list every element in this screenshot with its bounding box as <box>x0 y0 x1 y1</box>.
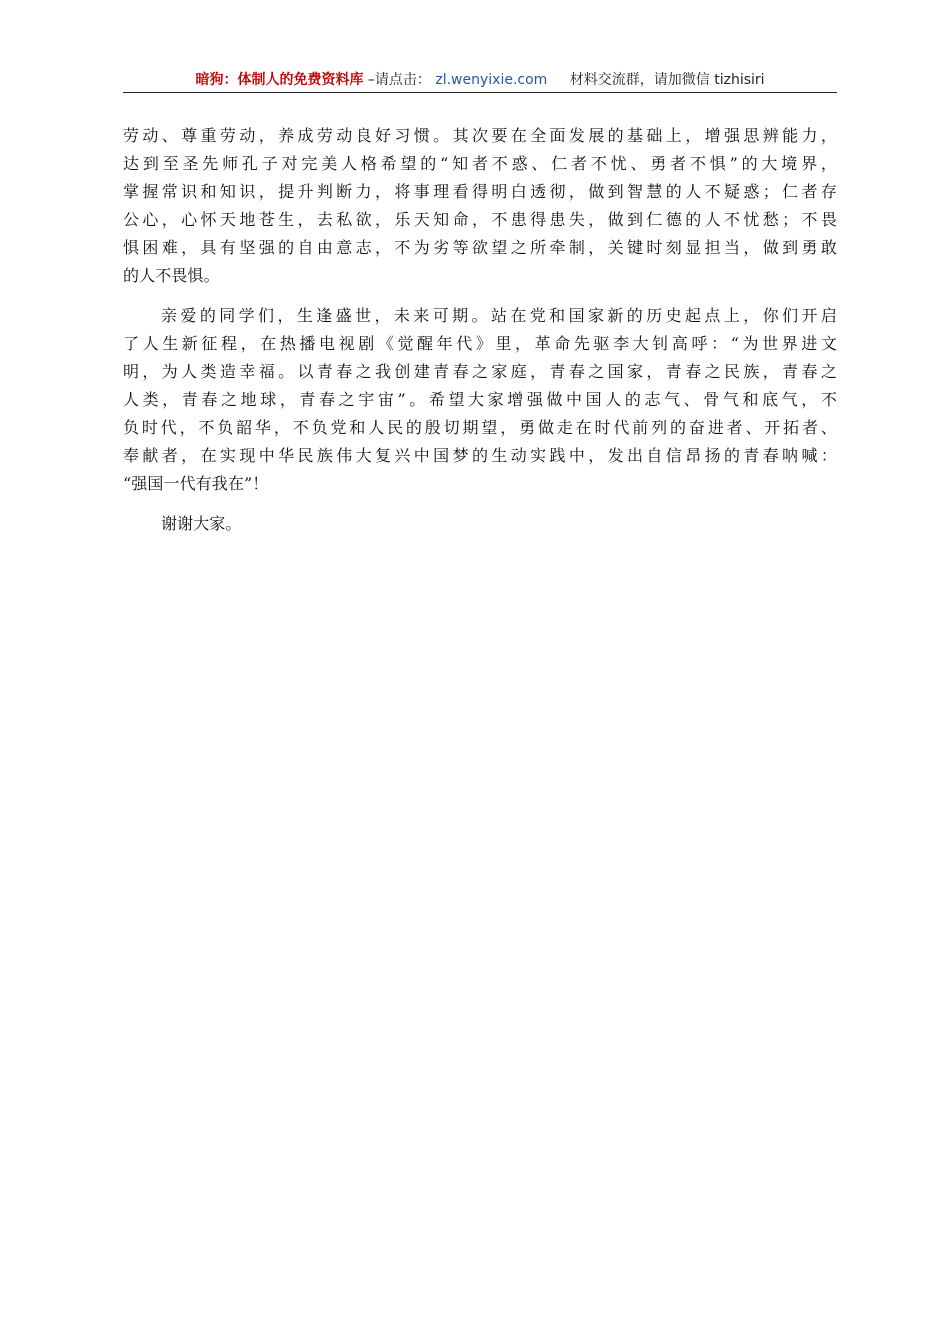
text-line: 公心，心怀天地苍生，去私欲，乐天知命，不患得患失，做到仁德的人不忧愁；不畏 <box>123 210 837 229</box>
text-line: 掌握常识和知识，提升判断力，将事理看得明白透彻，做到智慧的人不疑惑；仁者存 <box>123 182 837 201</box>
header-link[interactable]: zl.wenyixie.com <box>435 72 548 88</box>
paragraph-address-students <box>123 302 837 498</box>
text-line: 了人生新征程，在热播电视剧《觉醒年代》里，革命先驱李大钊高呼：“为世界进文 <box>123 334 837 353</box>
text-line: 的人不畏惧。 <box>123 266 220 285</box>
header-contact: 材料交流群，请加微信 tizhisiri <box>569 72 765 88</box>
text-line: 惧困难，具有坚强的自由意志，不为劣等欲望之所牵制，关键时刻显担当，做到勇敢 <box>123 238 837 257</box>
text-line: 明，为人类造幸福。以青春之我创建青春之家庭，青春之国家，青春之民族，青春之 <box>123 362 837 381</box>
text-line: 人类，青春之地球，青春之宇宙”。希望大家增强做中国人的志气、骨气和底气，不 <box>123 390 837 409</box>
text-line: 奉献者，在实现中华民族伟大复兴中国梦的生动实践中，发出自信昂扬的青春呐喊： <box>123 446 837 465</box>
document-body <box>123 122 837 550</box>
page-header <box>123 70 837 93</box>
text-line: 达到至圣先师孔子对完美人格希望的“知者不惑、仁者不忧、勇者不惧”的大境界， <box>123 154 837 173</box>
paragraph-closing <box>123 510 837 538</box>
text-line: 亲爱的同学们，生逢盛世，未来可期。站在党和国家新的历史起点上，你们开启 <box>161 306 837 325</box>
text-line: “强国一代有我在”！ <box>123 474 269 493</box>
text-line: 负时代，不负韶华，不负党和人民的殷切期望，勇做走在时代前列的奋进者、开拓者、 <box>123 418 837 437</box>
text-line: 谢谢大家。 <box>161 514 242 533</box>
header-click-prompt: –请点击： <box>367 72 431 88</box>
header-brand: 暗狗：体制人的免费资料库 <box>195 72 364 88</box>
text-line: 劳动、尊重劳动，养成劳动良好习惯。其次要在全面发展的基础上，增强思辨能力， <box>123 126 837 145</box>
paragraph-continuation <box>123 122 837 290</box>
